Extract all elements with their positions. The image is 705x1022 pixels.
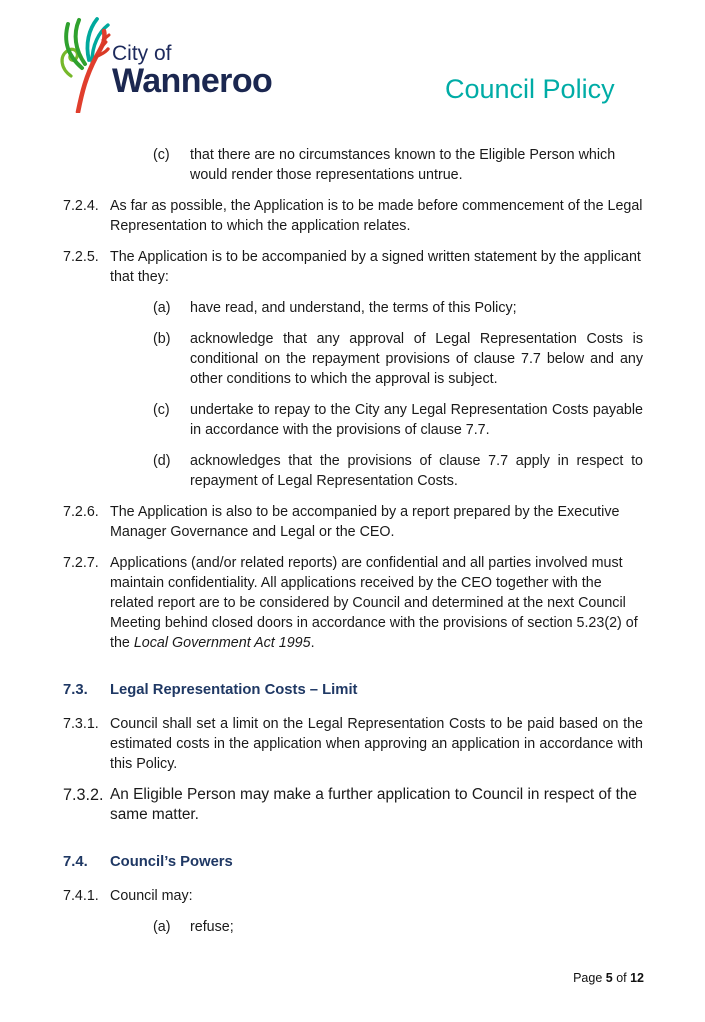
page-number: Page 5 of 12 [573, 971, 644, 985]
clause-number: (b) [153, 331, 171, 347]
clause-725 [63, 247, 643, 287]
clause-number: 7.4. [63, 854, 88, 870]
clause-text: refuse; [190, 919, 234, 935]
clause-number: (a) [153, 300, 171, 316]
clause-726 [63, 502, 643, 542]
page-footer [573, 971, 644, 985]
section-heading-73 [63, 680, 643, 700]
clause-text: acknowledge that any approval of Legal Representation Costs is conditional on the repayment provisions of clause 7.7 below and any other conditions to which the approval is subject. [190, 331, 643, 387]
clause-text: undertake to repay to the City any Legal Representation Costs payable in accordance with the provisions of clause 7.7. [190, 402, 643, 438]
clause-text: The Application is also to be accompanied by a report prepared by the Executive Manager Governance and Legal or the CEO. [110, 504, 620, 540]
clause-text: Legal Representation Costs – Limit [110, 682, 358, 698]
clause-number: (c) [153, 402, 170, 418]
clause-text: Applications (and/or related reports) are confidential and all parties involved must maintain confidentiality. All applications received by the CEO together with the related report are to be considered by Council and determined at the next Council Meeting behind closed doors in accordance with the provisions of section 5.23(2) of the Local Government Act 1995. [110, 555, 638, 651]
clause-d [153, 451, 643, 491]
clause-b [153, 329, 643, 389]
clause-number: 7.3.2. [63, 786, 104, 804]
clause-724 [63, 196, 643, 236]
document-title: Council Policy [445, 74, 615, 104]
clause-731 [63, 714, 643, 774]
clause-text: The Application is to be accompanied by a signed written statement by the applicant that they: [110, 249, 641, 285]
clause-a [153, 917, 643, 937]
clause-number: 7.2.6. [63, 504, 99, 520]
logo-city-of: City of [112, 42, 172, 65]
clause-727 [63, 553, 643, 653]
city-of-wanneroo-logo [58, 14, 272, 113]
clause-a [153, 298, 643, 318]
clause-text: Council may: [110, 888, 193, 904]
clause-number: (d) [153, 453, 171, 469]
clause-number: (a) [153, 919, 171, 935]
clause-text: An Eligible Person may make a further application to Council in respect of the same matter. [110, 786, 637, 823]
clause-number: 7.3.1. [63, 716, 99, 732]
policy-body [63, 145, 643, 948]
clause-c [153, 400, 643, 440]
kangaroo-paw-icon [58, 14, 115, 113]
clause-number: (c) [153, 147, 170, 163]
clause-text: Council’s Powers [110, 854, 233, 870]
clause-number: 7.2.4. [63, 198, 99, 214]
clause-text: acknowledges that the provisions of clause 7.7 apply in respect to repayment of Legal Representation Costs. [190, 453, 643, 489]
clause-c [153, 145, 643, 185]
logo-wanneroo: Wanneroo [112, 62, 273, 100]
clause-732 [63, 785, 643, 825]
clause-text: As far as possible, the Application is to be made before commencement of the Legal Representation to which the application relates. [110, 198, 643, 234]
clause-number: 7.2.5. [63, 249, 99, 265]
logo-wordmark [112, 42, 272, 98]
clause-text: have read, and understand, the terms of this Policy; [190, 300, 517, 316]
clause-text: that there are no circumstances known to the Eligible Person which would render those representations untrue. [190, 147, 616, 183]
section-heading-74 [63, 852, 643, 872]
clause-number: 7.2.7. [63, 555, 99, 571]
clause-text: Council shall set a limit on the Legal Representation Costs to be paid based on the estimated costs in the application when approving an application in accordance with this Policy. [110, 716, 643, 772]
clause-741 [63, 886, 643, 906]
clause-number: 7.4.1. [63, 888, 99, 904]
clause-number: 7.3. [63, 682, 88, 698]
